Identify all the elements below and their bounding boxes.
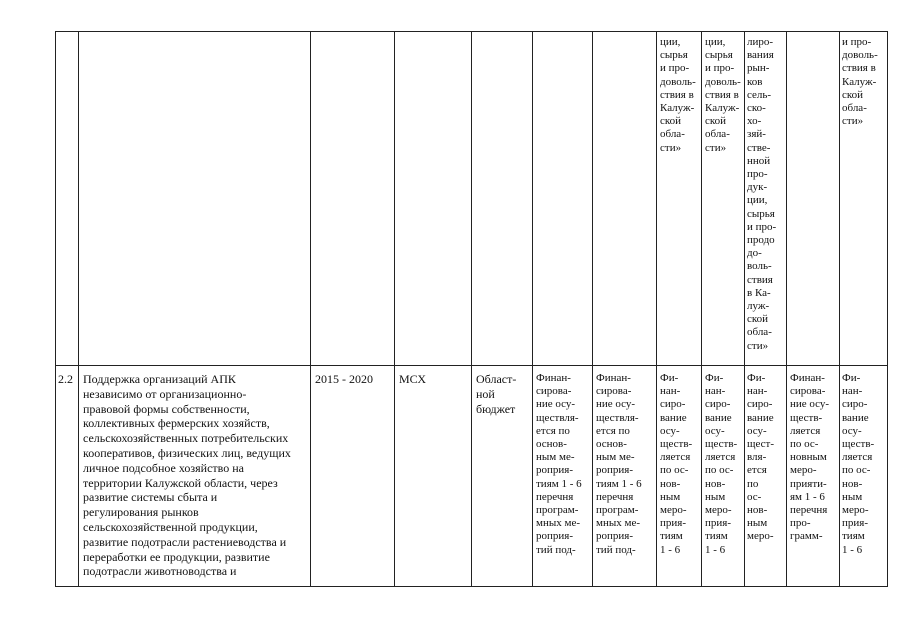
- column-divider: [744, 31, 745, 587]
- row-divider: [55, 365, 888, 366]
- top-row-cell-col8: ции, сырья и про- доволь- ствия в Калуж- ской обла- сти»: [705, 36, 741, 154]
- financing-note-col11: Фи- нан- сиро- вание осу- ществ- ляется по ос- нов- ным меро- прия- тиям 1 - 6: [842, 372, 875, 556]
- top-row-cell-col9: лиро- вания рын- ков сель- ско- хо- зяй- стве- нной про- дук- ции, сырья и про- продо до- воль- ствия в Ка- луж- ской обла- сти»: [747, 36, 777, 352]
- column-divider: [656, 31, 657, 587]
- column-divider: [839, 31, 840, 587]
- top-row-cell-col11: и про- доволь- ствия в Калуж- ской обла- сти»: [842, 36, 878, 128]
- column-divider: [701, 31, 702, 587]
- column-divider: [55, 31, 56, 587]
- implementation-period: 2015 - 2020: [315, 372, 373, 386]
- column-divider: [887, 31, 888, 587]
- financing-note-col8: Фи- нан- сиро- вание осу- ществ- ляется по ос- нов- ным меро- прия- тиям 1 - 6: [705, 372, 738, 556]
- column-divider: [310, 31, 311, 587]
- top-row-cell-col7: ции, сырья и про- доволь- ствия в Калуж- ской обла- сти»: [660, 36, 696, 154]
- financing-note-col9: Фи- нан- сиро- вание осу- щест- вля- ется по ос- нов- ным меро-: [747, 372, 774, 543]
- row-number: 2.2: [58, 372, 73, 386]
- column-divider: [592, 31, 593, 587]
- row-divider: [55, 31, 888, 32]
- financing-note-col5: Финан- сирова- ние осу- ществля- ется по основ- ным ме- роприя- тиям 1 - 6 перечня програм- мных ме- роприя- тий под-: [536, 372, 582, 556]
- row-divider: [55, 586, 888, 587]
- column-divider: [786, 31, 787, 587]
- funding-source: Област- ной бюджет: [476, 372, 517, 416]
- task-description: Поддержка организаций АПК независимо от организационно- правовой формы собственности, коллективных фермерских хозяйств, сельскохозяйственных потребительских кооперативов, физических лиц, ведущих личное подсобное хозяйство на территории Калужской области, через развитие системы сбыта и регулирования рынков сельскохозяйственной продукции, развитие подотрасли растениеводства и переработки ее продукции, развитие подотрасли животноводства и: [83, 372, 291, 579]
- column-divider: [532, 31, 533, 587]
- financing-note-col7: Фи- нан- сиро- вание осу- ществ- ляется по ос- нов- ным меро- прия- тиям 1 - 6: [660, 372, 693, 556]
- financing-note-col10: Финан- сирова- ние осу- ществ- ляется по ос- новным меро- прияти- ям 1 - 6 перечня про- грамм-: [790, 372, 830, 543]
- column-divider: [471, 31, 472, 587]
- executor: МСХ: [399, 372, 427, 386]
- financing-note-col6: Финан- сирова- ние осу- ществля- ется по основ- ным ме- роприя- тиям 1 - 6 перечня програм- мных ме- роприя- тий под-: [596, 372, 642, 556]
- column-divider: [78, 31, 79, 587]
- column-divider: [394, 31, 395, 587]
- document-table: [55, 31, 888, 587]
